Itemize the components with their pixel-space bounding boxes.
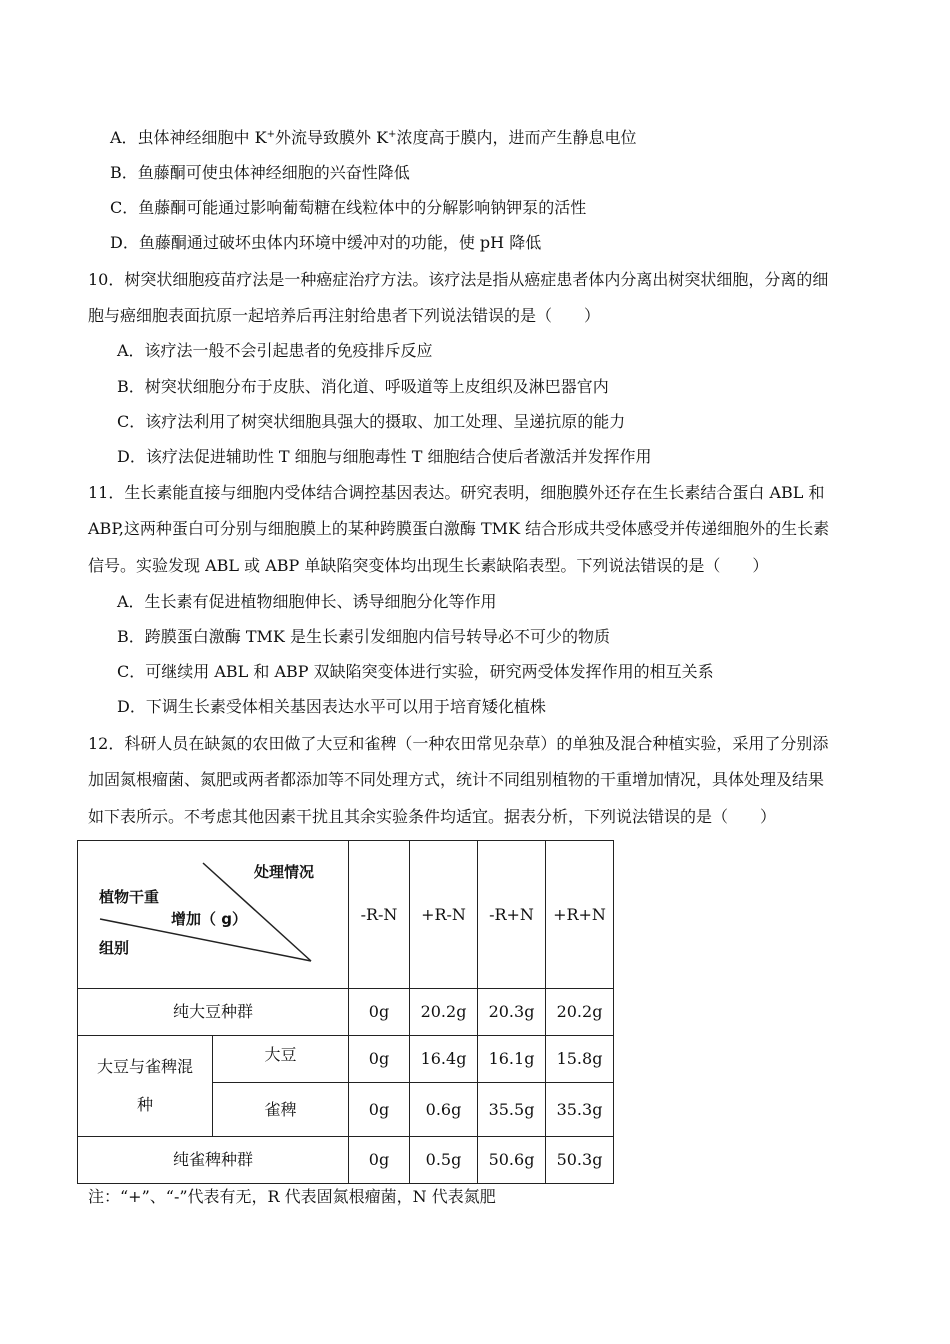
- value-cell: 20.3g: [478, 989, 546, 1036]
- value-cell: 20.2g: [546, 989, 614, 1036]
- column-header: +R-N: [410, 841, 478, 989]
- q11-option-b: B．跨膜蛋白激酶 TMK 是生长素引发细胞内信号转导必不可少的物质: [117, 627, 610, 646]
- q11-option-d: D．下调生长素受体相关基因表达水平可以用于培育矮化植株: [117, 697, 546, 716]
- q11-stem-line-1: 11．生长素能直接与细胞内受体结合调控基因表达。研究表明，细胞膜外还存在生长素结合蛋白 ABL 和: [88, 483, 825, 502]
- q11-option-a: A．生长素有促进植物细胞伸长、诱导细胞分化等作用: [117, 592, 497, 611]
- q9-option-d: D．鱼藤酮通过破坏虫体内环境中缓冲对的功能，使 pH 降低: [110, 233, 542, 252]
- q11-stem-line-2: ABP,这两种蛋白可分别与细胞膜上的某种跨膜蛋白激酶 TMK 结合形成共受体感受并传递细胞外的生长素: [88, 519, 830, 538]
- q9-option-c: C．鱼藤酮可能通过影响葡萄糖在线粒体中的分解影响钠钾泵的活性: [110, 198, 587, 217]
- diag-label-treatment: 处理情况: [254, 863, 315, 881]
- value-cell: 16.1g: [478, 1036, 546, 1083]
- q9-option-a: A．虫体神经细胞中 K+外流导致膜外 K+浓度高于膜内，进而产生静息电位: [110, 128, 637, 147]
- sub-group-cell: 雀稗: [213, 1083, 349, 1137]
- value-cell: 0g: [349, 1036, 410, 1083]
- diag-label-dry-weight: 植物干重: [99, 888, 160, 906]
- q10-stem-line-2: 胞与癌细胞表面抗原一起培养后再注射给患者下列说法错误的是（ ）: [88, 306, 601, 325]
- column-header: +R+N: [546, 841, 614, 989]
- q11-stem-line-3: 信号。实验发现 ABL 或 ABP 单缺陷突变体均出现生长素缺陷表型。下列说法错误的是（ ）: [88, 556, 769, 575]
- value-cell: 0g: [349, 989, 410, 1036]
- q10-option-b: B．树突状细胞分布于皮肤、消化道、呼吸道等上皮组织及淋巴器官内: [117, 377, 609, 396]
- q12-stem-line-1: 12．科研人员在缺氮的农田做了大豆和雀稗（一种农田常见杂草）的单独及混合种植实验，采用了分别添: [88, 734, 829, 753]
- table-note: 注：“+”、“-”代表有无，R 代表固氮根瘤菌，N 代表氮肥: [88, 1187, 496, 1206]
- group-cell: 纯雀稗种群: [78, 1137, 349, 1184]
- q11-option-c: C．可继续用 ABL 和 ABP 双缺陷突变体进行实验，研究两受体发挥作用的相互关系: [117, 662, 714, 681]
- value-cell: 50.3g: [546, 1137, 614, 1184]
- group-cell-mixed: [78, 1036, 213, 1137]
- table-row: [78, 989, 614, 1036]
- value-cell: 0.5g: [410, 1137, 478, 1184]
- results-table: [77, 840, 614, 1184]
- q12-stem-line-3: 如下表所示。不考虑其他因素干扰且其余实验条件均适宜。据表分析，下列说法错误的是（ ）: [88, 807, 777, 826]
- table-row: [78, 1137, 614, 1184]
- value-cell: 0g: [349, 1137, 410, 1184]
- diagonal-header-cell: [78, 841, 349, 989]
- group-cell-mixed-line-2: 种: [136, 1095, 153, 1114]
- q10-option-c: C．该疗法利用了树突状细胞具强大的摄取、加工处理、呈递抗原的能力: [117, 412, 626, 431]
- value-cell: 35.3g: [546, 1083, 614, 1137]
- q12-stem-line-2: 加固氮根瘤菌、氮肥或两者都添加等不同处理方式，统计不同组别植物的干重增加情况，具体处理及结果: [88, 770, 825, 789]
- value-cell: 0g: [349, 1083, 410, 1137]
- value-cell: 35.5g: [478, 1083, 546, 1137]
- column-header: -R+N: [478, 841, 546, 989]
- diag-label-increase: 增加（ g）: [171, 910, 247, 928]
- q9-option-b: B．鱼藤酮可使虫体神经细胞的兴奋性降低: [110, 163, 410, 182]
- column-header: -R-N: [349, 841, 410, 989]
- value-cell: 50.6g: [478, 1137, 546, 1184]
- sub-group-cell: 大豆: [213, 1036, 349, 1083]
- q10-option-d: D．该疗法促进辅助性 T 细胞与细胞毒性 T 细胞结合使后者激活并发挥作用: [117, 447, 652, 466]
- group-cell: 纯大豆种群: [78, 989, 349, 1036]
- group-cell-mixed-line-1: 大豆与雀稗混: [96, 1057, 193, 1076]
- value-cell: 15.8g: [546, 1036, 614, 1083]
- diag-label-group: 组别: [99, 939, 130, 957]
- table-row: [78, 1036, 614, 1083]
- q10-option-a: A．该疗法一般不会引起患者的免疫排斥反应: [117, 341, 433, 360]
- table-header-row: [78, 841, 614, 989]
- value-cell: 0.6g: [410, 1083, 478, 1137]
- q10-stem-line-1: 10．树突状细胞疫苗疗法是一种癌症治疗方法。该疗法是指从癌症患者体内分离出树突状细胞，分离的细: [88, 270, 829, 289]
- value-cell: 20.2g: [410, 989, 478, 1036]
- value-cell: 16.4g: [410, 1036, 478, 1083]
